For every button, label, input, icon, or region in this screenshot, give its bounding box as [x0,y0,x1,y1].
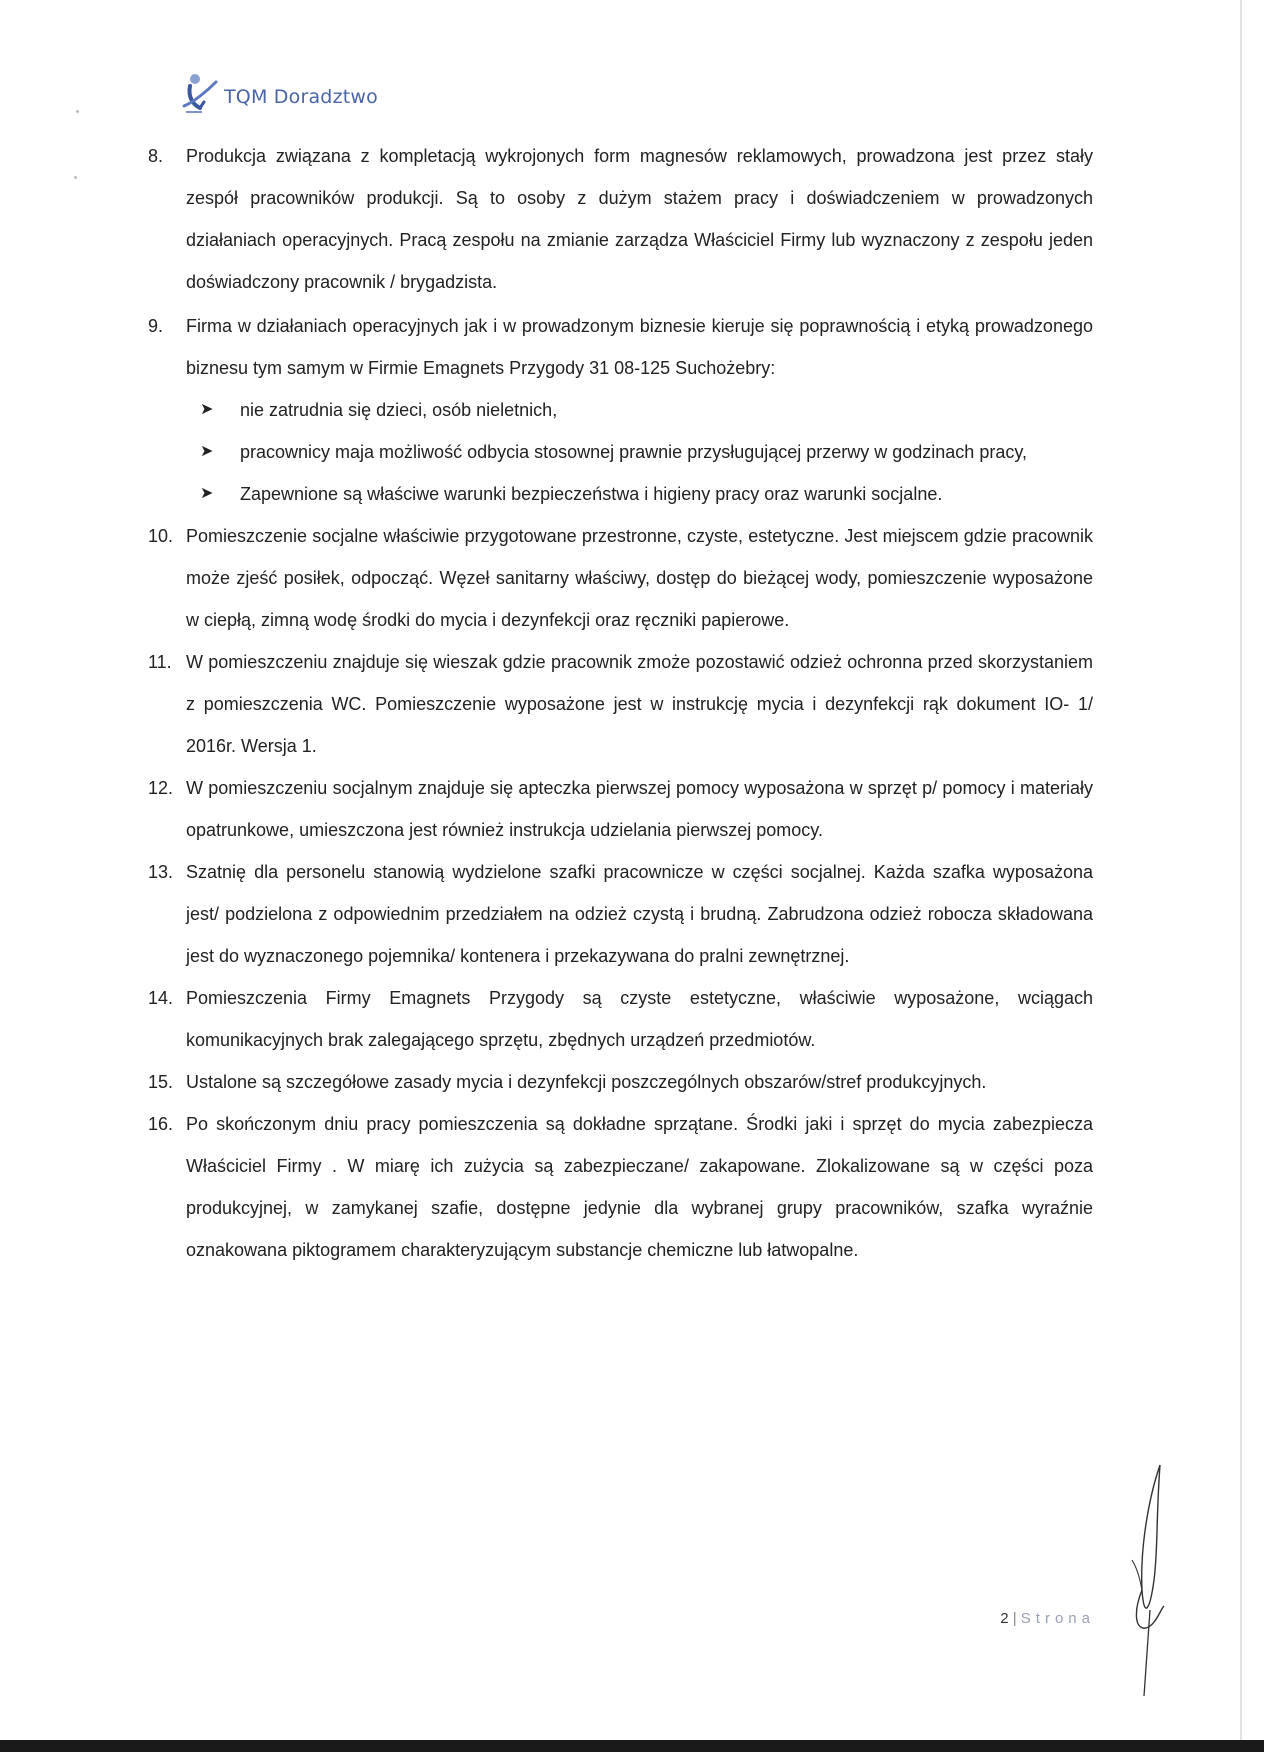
bullet-text: pracownicy maja możliwość odbycia stosownej prawnie przysługującej przerwy w godzinach pracy, [240,442,1027,462]
footer-separator: | [1012,1610,1017,1627]
scan-speck [74,176,77,179]
list-item [148,1103,1093,1271]
page-footer [980,1610,1095,1627]
list-item [148,641,1093,767]
page-number: 2 [1000,1610,1009,1627]
bullet-list [148,389,1093,515]
item-text: Firma w działaniach operacyjnych jak i w prowadzonym biznesie kieruje się poprawnością i etyką prowadzonego biznesu tym samym w Firmie Emagnets Przygody 31 08-125 Suchożebry: [186,316,1093,378]
item-number: 14. [148,988,174,1008]
arrow-bullet-icon: ➤ [200,443,214,460]
list-item [148,767,1093,851]
item-number: 10. [148,526,174,546]
bullet-text: Zapewnione są właściwe warunki bezpieczeństwa i higieny pracy oraz warunki socjalne. [240,484,943,504]
list-item [148,1061,1093,1103]
handwritten-signature [1120,1460,1180,1700]
scan-speck [76,110,79,113]
item-text: Produkcja związana z kompletacją wykrojonych form magnesów reklamowych, prowadzona jest przez stały zespół pracowników produkcji. Są to osoby z dużym stażem pracy i doświadczeniem w prowadzonych działaniach operacyjnych. Pracą zespołu na zmianie zarządza Właściciel Firmy lub wyznaczony z zespołu jeden doświadczony pracownik / brygadzista. [186,146,1093,292]
item-number: 15. [148,1072,174,1092]
item-text: Pomieszczenia Firmy Emagnets Przygody są czyste estetyczne, właściwie wyposażone, wciągach komunikacyjnych brak zalegającego sprzętu, zbędnych urządzeń przedmiotów. [186,988,1093,1050]
scan-border [0,1740,1264,1752]
item-text: Po skończonym dniu pracy pomieszczenia są dokładne sprzątane. Środki jaki i sprzęt do mycia zabezpiecza Właściciel Firmy . W miarę ich zużycia są zabezpieczane/ zakapowane. Zlokalizowane są w części poza produkcyjnej, w zamykanej szafie, dostępne jedynie dla wybranej grupy pracowników, szafka wyraźnie oznakowana piktogramem charakteryzującym substancje chemiczne lub łatwopalne. [186,1114,1093,1260]
bullet-text: nie zatrudnia się dzieci, osób nieletnich, [240,400,558,420]
item-text: W pomieszczeniu socjalnym znajduje się apteczka pierwszej pomocy wyposażona w sprzęt p/ pomocy i materiały opatrunkowe, umieszczona jest również instrukcja udzielania pierwszej pomocy. [186,778,1093,840]
item-text: W pomieszczeniu znajduje się wieszak gdzie pracownik zmoże pozostawić odzież ochronna przed skorzystaniem z pomieszczenia WC. Pomieszczenie wyposażone jest w instrukcję mycia i dezynfekcji rąk dokument IO- 1/ 2016r. Wersja 1. [186,652,1093,756]
list-item [148,135,1093,303]
list-item [148,977,1093,1061]
logo-text: TQM Doradztwo [224,86,378,108]
scan-edge [1240,0,1242,1752]
list-item [148,515,1093,641]
item-number: 11. [148,652,172,672]
arrow-bullet-icon: ➤ [200,401,214,418]
item-number: 13. [148,862,174,882]
bullet-item [200,431,1093,473]
footer-label: Strona [1020,1610,1095,1627]
logo-icon [180,68,222,118]
arrow-bullet-icon: ➤ [200,485,214,502]
bullet-item [200,389,1093,431]
list-item [148,305,1093,389]
item-text: Szatnię dla personelu stanowią wydzielone szafki pracownicze w części socjalnej. Każda szafka wyposażona jest/ podzielona z odpowiednim przedziałem na odzież czystą i brudną. Zabrudzona odzież robocza składowana jest do wyznaczonego pojemnika/ kontenera i przekazywana do pralni zewnętrznej. [186,862,1093,966]
item-text: Ustalone są szczegółowe zasady mycia i dezynfekcji poszczególnych obszarów/stref produkcyjnych. [186,1072,987,1092]
item-number: 16. [148,1114,174,1134]
list-item [148,851,1093,977]
document-body [148,135,1093,1271]
item-number: 9. [148,316,164,336]
bullet-item [200,473,1093,515]
item-text: Pomieszczenie socjalne właściwie przygotowane przestronne, czyste, estetyczne. Jest miejscem gdzie pracownik może zjeść posiłek, odpocząć. Węzeł sanitarny właściwy, dostęp do bieżącej wody, pomieszczenie wyposażone w ciepłą, zimną wodę środki do mycia i dezynfekcji oraz ręczniki papierowe. [186,526,1093,630]
item-number: 8. [148,146,164,166]
item-number: 12. [148,778,174,798]
